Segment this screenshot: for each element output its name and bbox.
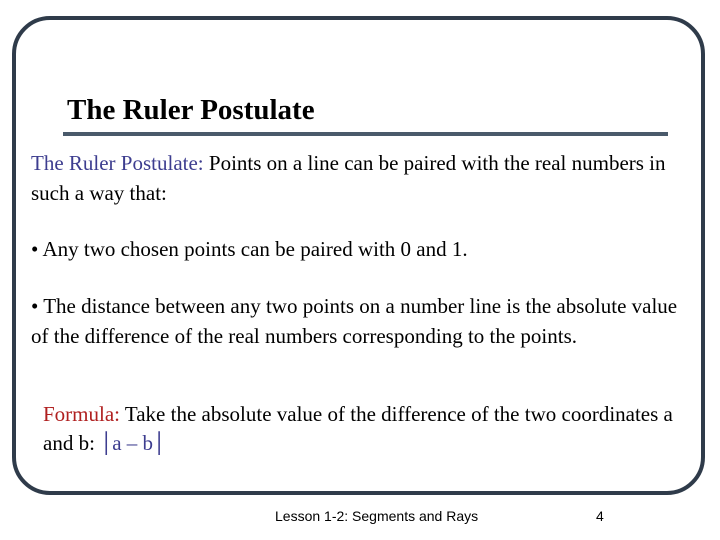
definition-text: Points on a line can be paired with the real numbers in such a way that: (31, 151, 666, 205)
formula-paragraph (43, 400, 683, 458)
bullet-item: • Any two chosen points can be paired with 0 and 1. (31, 237, 468, 261)
slide-title: The Ruler Postulate (67, 94, 315, 126)
formula-text: Take the absolute value of the difference of the two coordinates a and b: (43, 402, 673, 455)
formula-label: Formula: (43, 402, 120, 426)
bullet-item: • The distance between any two points on a number line is the absolute value of the difference of the real numbers corresponding to the points. (31, 294, 678, 348)
footer-lesson-title: Lesson 1-2: Segments and Rays (275, 508, 479, 524)
absolute-bar-close: │ (153, 431, 166, 455)
definition-paragraph (31, 148, 681, 208)
page-number: 4 (596, 508, 604, 524)
definition-term: The Ruler Postulate: (31, 151, 204, 175)
title-underline (63, 132, 668, 136)
formula-expression: a – b (112, 431, 154, 455)
absolute-bar-open: │ (100, 431, 113, 455)
